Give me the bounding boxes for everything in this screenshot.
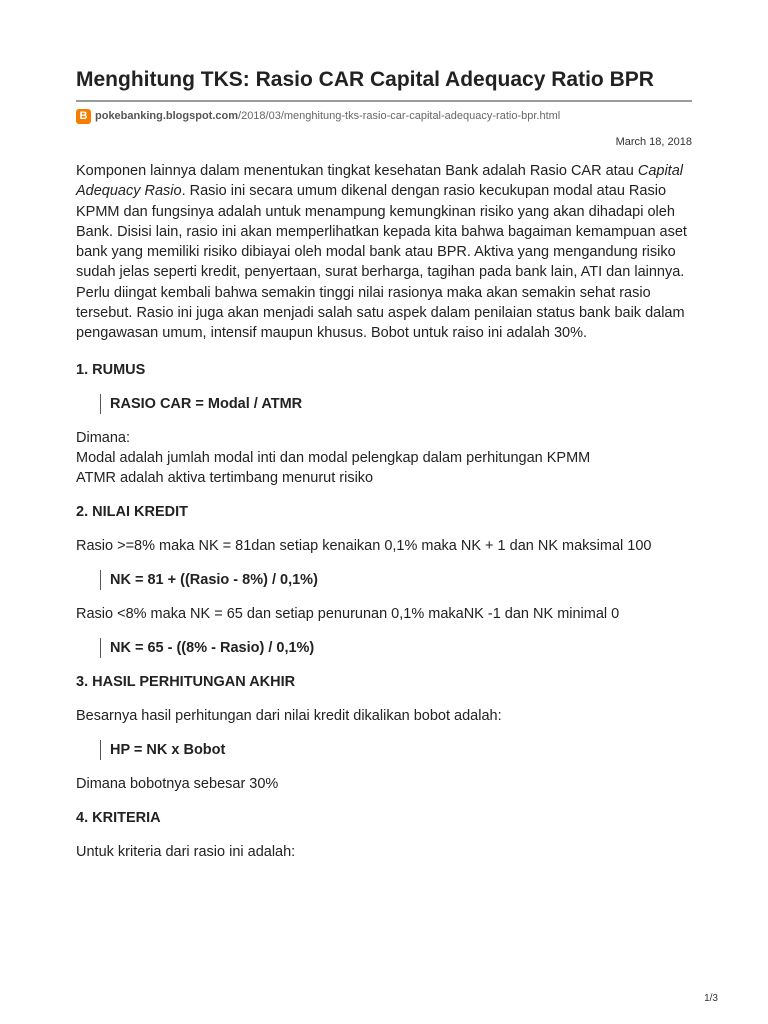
formula-nk-below: NK = 65 - ((8% - Rasio) / 0,1%) (100, 638, 692, 658)
intro-paragraph (76, 161, 692, 344)
intro-text-1: Komponen lainnya dalam menentukan tingkat kesehatan Bank adalah Rasio CAR atau (76, 163, 638, 179)
dimana-label: Dimana: (76, 429, 130, 446)
source-path: /2018/03/menghitung-tks-rasio-car-capital-adequacy-ratio-bpr.html (238, 110, 561, 122)
formula-nk-above: NK = 81 + ((Rasio - 8%) / 0,1%) (100, 570, 692, 590)
section-heading-kriteria: 4. KRITERIA (76, 809, 161, 826)
kriteria-text: Untuk kriteria dari rasio ini adalah: (76, 843, 296, 860)
document-page (76, 66, 692, 862)
bobot-text: Dimana bobotnya sebesar 30% (76, 776, 279, 793)
definition-modal: Modal adalah jumlah modal inti dan modal pelengkap dalam perhitungan KPMM (76, 449, 591, 466)
source-domain: pokebanking.blogspot.com (95, 110, 239, 122)
intro-text-2: . Rasio ini secara umum dikenal dengan rasio kecukupan modal atau Rasio KPMM dan fungsinya adalah untuk menampung kemungkinan risiko yang akan dihadapi oleh Bank. Disisi lain, rasio ini akan memperlihatkan kepada kita bahwa bagaiman kemampuan aset bank yang memiliki risiko dibiayai oleh modal bank atau BPR. Aktiva yang mengandung risiko sudah jelas seperti kredit, penyertaan, surat berharga, tagihan pada bank lain, ATI dan lainnya. Perlu diingat kembali bahwa semakin tinggi nilai rasionya maka akan semakin sehat rasio tersebut. Rasio ini juga akan menjadi salah satu aspek dalam penilaian status bank baik dalam pengawasan umum, intensif maupun khusus. Bobot untuk raiso ini adalah 30%. (76, 183, 687, 342)
blogger-icon: B (76, 109, 91, 124)
section-heading-rumus: 1. RUMUS (76, 361, 146, 378)
section-heading-nilai-kredit: 2. NILAI KREDIT (76, 503, 188, 520)
definition-atmr: ATMR adalah aktiva tertimbang menurut risiko (76, 470, 374, 487)
hasil-text: Besarnya hasil perhitungan dari nilai kredit dikalikan bobot adalah: (76, 708, 502, 725)
section-heading-hasil: 3. HASIL PERHITUNGAN AKHIR (76, 674, 296, 691)
source-line (76, 108, 692, 124)
formula-hp: HP = NK x Bobot (100, 740, 692, 760)
rule-below-8: Rasio <8% maka NK = 65 dan setiap penurunan 0,1% makaNK -1 dan NK minimal 0 (76, 605, 620, 622)
title-divider (76, 100, 692, 102)
page-title: Menghitung TKS: Rasio CAR Capital Adequacy Ratio BPR (76, 68, 654, 91)
rule-above-8: Rasio >=8% maka NK = 81dan setiap kenaikan 0,1% maka NK + 1 dan NK maksimal 100 (76, 537, 652, 554)
formula-car: RASIO CAR = Modal / ATMR (100, 394, 692, 414)
intro-italic: Capital Adequacy Rasio (76, 163, 683, 200)
post-date: March 18, 2018 (615, 136, 692, 148)
page-number: 1/3 (704, 993, 718, 1004)
source-link[interactable] (95, 110, 560, 122)
